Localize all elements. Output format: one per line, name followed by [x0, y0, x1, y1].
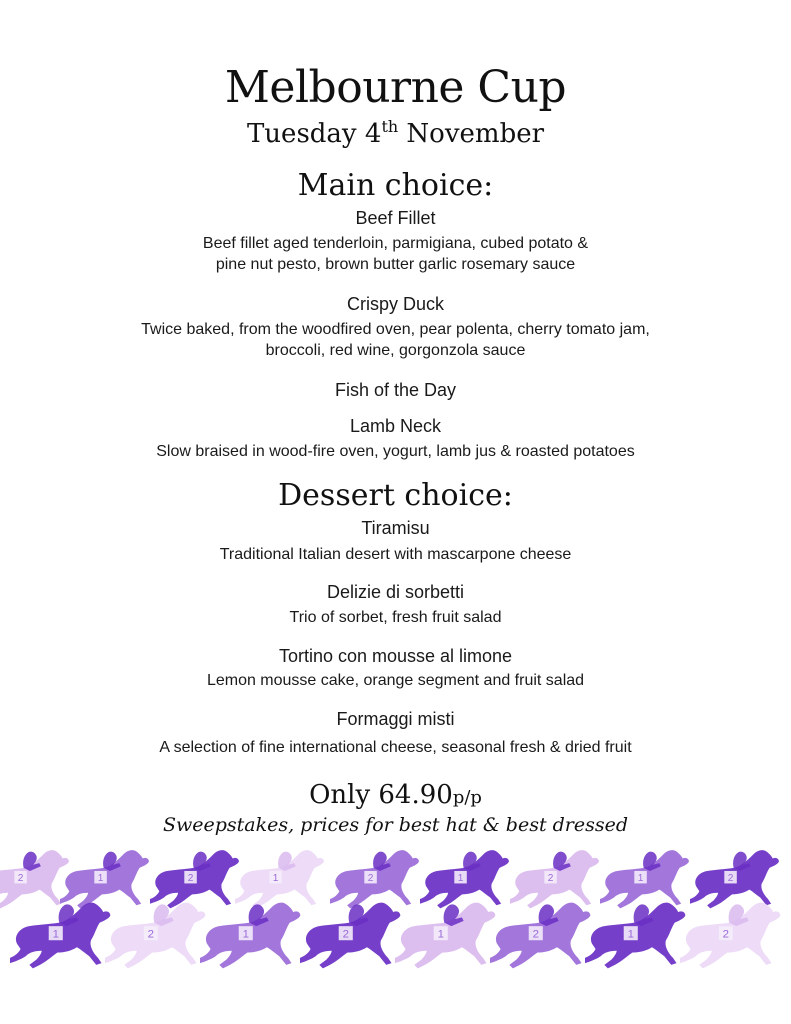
main-item-name: Lamb Neck	[349, 416, 442, 436]
horse-with-jockey	[235, 850, 324, 908]
saddle-number: 2	[17, 873, 24, 885]
main-choice-heading: Main choice:	[297, 168, 494, 203]
horse-with-jockey	[680, 903, 780, 969]
price-line: Only 64.90p/p	[309, 780, 482, 810]
dessert-item-name: Formaggi misti	[336, 709, 455, 729]
saddle-number: 2	[532, 928, 539, 941]
dessert-item-desc: Trio of sorbet, fresh fruit salad	[289, 609, 502, 626]
horse-with-jockey	[150, 850, 239, 908]
horse-with-jockey	[105, 903, 205, 969]
horse-with-jockey	[600, 850, 689, 908]
saddle-number: 2	[547, 873, 554, 885]
horse-with-jockey	[0, 850, 69, 908]
main-item-desc: pine nut pesto, brown butter garlic rosemary sauce	[215, 256, 576, 273]
saddle-number: 2	[727, 873, 734, 885]
horse-with-jockey	[300, 903, 400, 969]
saddle-number: 1	[637, 873, 644, 885]
main-item-desc: Twice baked, from the woodfired oven, pear polenta, cherry tomato jam,	[141, 321, 650, 338]
main-item-desc: Beef fillet aged tenderloin, parmigiana, cubed potato &	[202, 235, 589, 252]
horse-with-jockey	[585, 903, 685, 969]
saddle-number: 1	[627, 928, 634, 941]
saddle-number: 2	[147, 928, 154, 941]
horse-with-jockey	[490, 903, 590, 969]
dessert-item-desc: Lemon mousse cake, orange segment and fruit salad	[206, 672, 585, 689]
main-item-name: Crispy Duck	[346, 294, 444, 314]
main-item-desc: Slow braised in wood-fire oven, yogurt, lamb jus & roasted potatoes	[156, 443, 635, 460]
saddle-number: 1	[97, 873, 104, 885]
saddle-number: 1	[457, 873, 464, 885]
horse-with-jockey	[395, 903, 495, 969]
dessert-item-desc: Traditional Italian desert with mascarpone cheese	[219, 546, 572, 563]
main-item-desc: broccoli, red wine, gorgonzola sauce	[265, 342, 526, 359]
saddle-number: 1	[242, 928, 249, 941]
horse-with-jockey	[690, 850, 779, 908]
dessert-item-name: Tortino con mousse al limone	[278, 646, 513, 666]
horse-with-jockey	[60, 850, 149, 908]
main-item-name: Fish of the Day	[334, 380, 457, 400]
event-title: Melbourne Cup	[224, 62, 567, 113]
event-date: Tuesday 4th November	[246, 117, 545, 149]
dessert-item-desc: A selection of fine international cheese, seasonal fresh & dried fruit	[159, 739, 632, 756]
main-item-name: Beef Fillet	[355, 208, 436, 228]
dessert-choice-heading: Dessert choice:	[278, 478, 513, 513]
saddle-number: 2	[722, 928, 729, 941]
racing-horses-illustration	[0, 838, 791, 1024]
saddle-number: 1	[437, 928, 444, 941]
saddle-number: 2	[367, 873, 374, 885]
horse-with-jockey	[510, 850, 599, 908]
saddle-number: 2	[187, 873, 194, 885]
saddle-number: 1	[52, 928, 59, 941]
saddle-number: 1	[272, 873, 279, 885]
horse-with-jockey	[200, 903, 300, 969]
tagline: Sweepstakes, prices for best hat & best dressed	[162, 814, 629, 836]
horse-with-jockey	[420, 850, 509, 908]
dessert-item-name: Tiramisu	[361, 518, 430, 538]
dessert-item-name: Delizie di sorbetti	[326, 582, 465, 602]
horse-with-jockey	[10, 903, 110, 969]
horse-with-jockey	[330, 850, 419, 908]
saddle-number: 2	[342, 928, 349, 941]
